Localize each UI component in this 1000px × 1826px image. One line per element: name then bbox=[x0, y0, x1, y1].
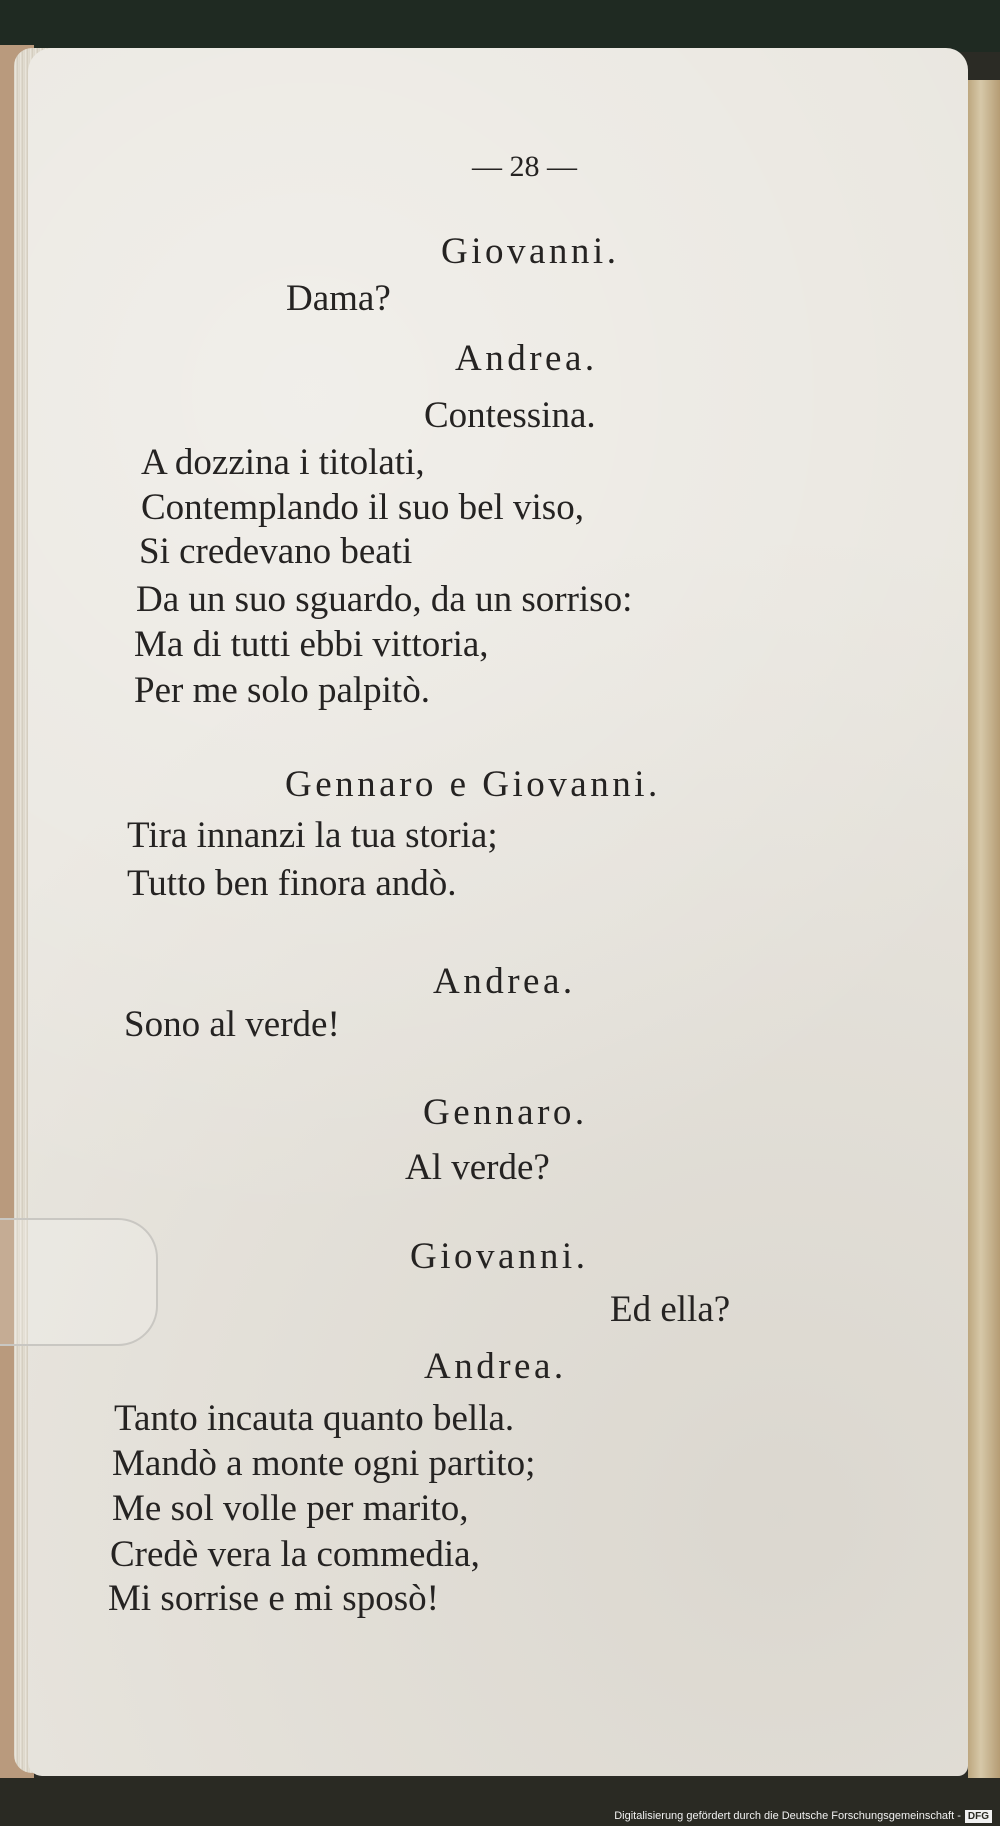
verse-line: Tutto ben finora andò. bbox=[127, 863, 457, 904]
verse-line: Me sol volle per marito, bbox=[112, 1488, 469, 1529]
verse-line: Si credevano beati bbox=[139, 531, 413, 572]
verse-line: Contemplando il suo bel viso, bbox=[141, 487, 584, 528]
verse-line: Tanto incauta quanto bella. bbox=[114, 1398, 515, 1439]
scan-top-band bbox=[0, 0, 1000, 52]
dfg-logo: DFG bbox=[965, 1810, 992, 1823]
speaker-name: Giovanni. bbox=[410, 1236, 589, 1277]
verse-line: A dozzina i titolati, bbox=[141, 442, 425, 483]
verse-line: Ma di tutti ebbi vittoria, bbox=[134, 624, 489, 665]
speaker-name: Giovanni. bbox=[441, 231, 620, 272]
binding-strip bbox=[968, 80, 1000, 1780]
digitization-credit bbox=[614, 1808, 992, 1824]
credit-text: Digitalisierung gefördert durch die Deutsche Forschungsgemeinschaft - bbox=[614, 1810, 961, 1822]
verse-line: Al verde? bbox=[405, 1147, 550, 1188]
verse-line: Da un suo sguardo, da un sorriso: bbox=[136, 579, 633, 620]
speaker-name: Andrea. bbox=[455, 338, 598, 379]
verse-line: Mi sorrise e mi sposò! bbox=[108, 1578, 439, 1619]
speaker-name: Gennaro. bbox=[423, 1092, 588, 1133]
verse-line: Dama? bbox=[286, 278, 391, 319]
verse-line: Credè vera la commedia, bbox=[110, 1534, 480, 1575]
verse-line: Sono al verde! bbox=[124, 1004, 340, 1045]
page-number: — 28 — bbox=[472, 150, 577, 183]
verse-line: Mandò a monte ogni partito; bbox=[112, 1443, 536, 1484]
verse-line: Contessina. bbox=[424, 395, 596, 436]
verse-line: Per me solo palpitò. bbox=[134, 670, 430, 711]
verse-line: Ed ella? bbox=[610, 1289, 731, 1330]
verse-line: Tira innanzi la tua storia; bbox=[127, 815, 498, 856]
speaker-name: Andrea. bbox=[424, 1346, 567, 1387]
speaker-name: Gennaro e Giovanni. bbox=[285, 764, 661, 805]
bookmark-clip bbox=[0, 1218, 158, 1346]
speaker-name: Andrea. bbox=[433, 961, 576, 1002]
